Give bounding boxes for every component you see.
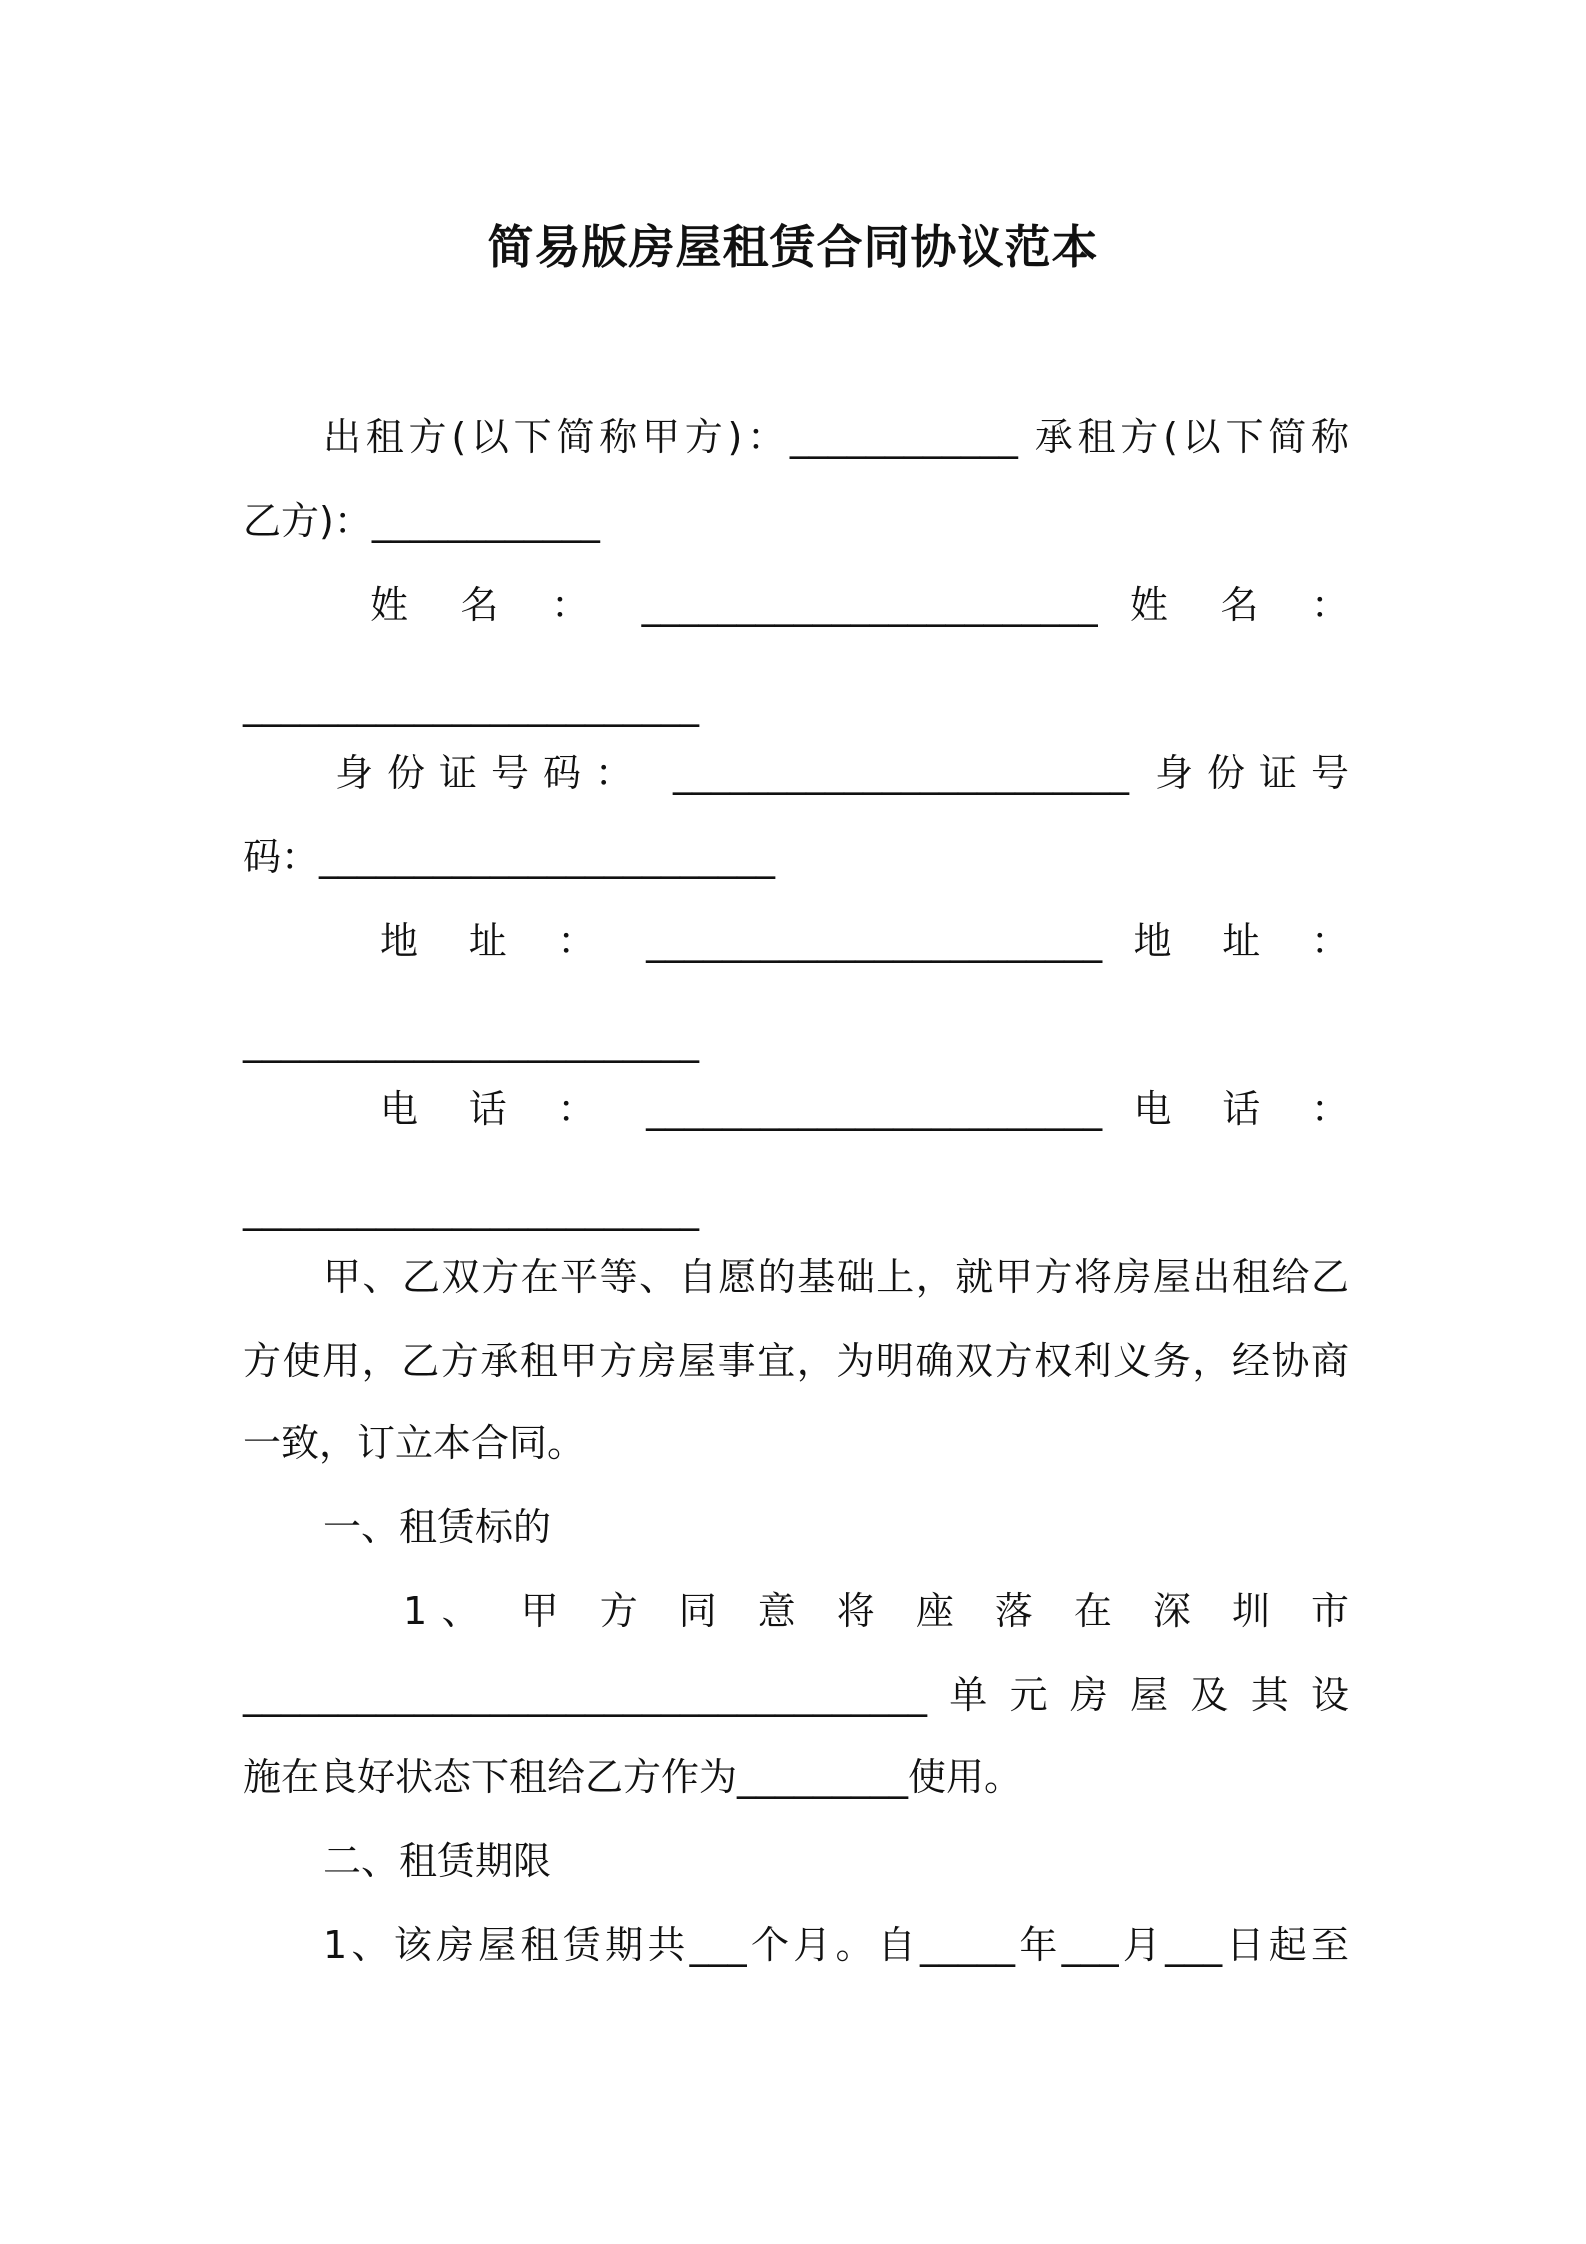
paragraph-intro-3: 一致，订立本合同。 [243,1421,586,1465]
clause-1-line-2: ____________________________________单元房屋及其设 [243,1673,1349,1717]
address-line-cont: ________________________ [243,1019,699,1063]
section-heading-lease-object: 一、租赁标的 [323,1505,552,1549]
document-title: 简易版房屋租赁合同协议范本 [487,220,1099,274]
paragraph-intro-1: 甲、乙双方在平等、自愿的基础上，就甲方将房屋出租给乙 [323,1255,1349,1299]
name-line: 姓 名 ： ________________________ 姓 名 ： [370,583,1349,627]
term-clause-1: 1、该房屋租赁期共___个月。自_____年___月___日起至 [323,1923,1349,1967]
clause-1-line-1: 1、 甲 方 同 意 将 座 落 在 深 圳 市 [403,1589,1349,1633]
lessor-lessee-line: 出租方(以下简称甲方)：____________ 承租方(以下简称 [323,415,1349,459]
address-line: 地 址 ： ________________________ 地 址 ： [380,919,1349,963]
id-number-line: 身份证号码： ________________________ 身份证号 [335,751,1349,795]
phone-line: 电 话 ： ________________________ 电 话 ： [380,1087,1349,1131]
paragraph-intro-2: 方使用，乙方承租甲方房屋事宜，为明确双方权利义务，经协商 [243,1339,1349,1383]
clause-1-line-3: 施在良好状态下租给乙方作为_________使用。 [243,1755,1023,1799]
id-number-line-cont: 码：________________________ [243,835,776,879]
phone-line-cont: ________________________ [243,1187,699,1231]
section-heading-lease-term: 二、租赁期限 [323,1839,552,1883]
lessee-line-cont: 乙方)：____________ [243,499,600,543]
name-line-cont: ________________________ [243,683,699,727]
